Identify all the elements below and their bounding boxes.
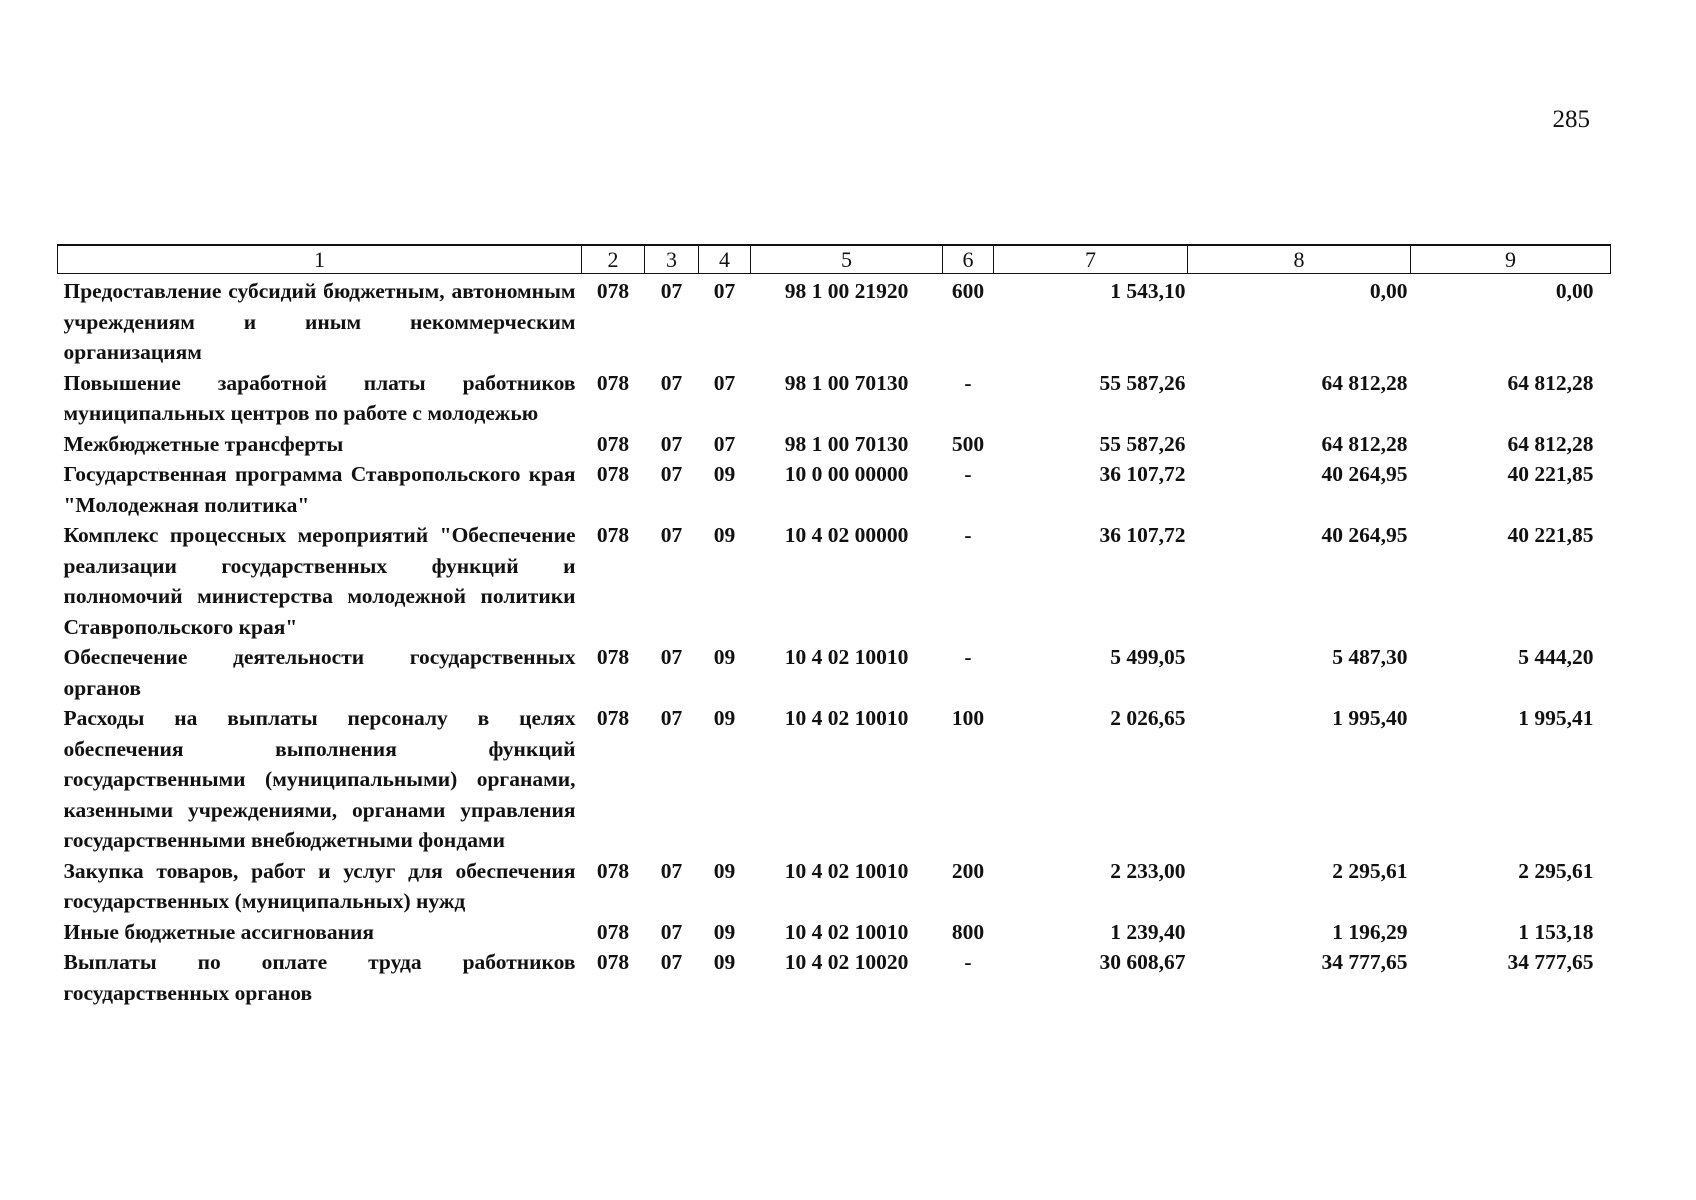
row-amount-col9: 0,00 [1555, 279, 1594, 303]
row-admin-code: 078 [596, 431, 630, 456]
table-row [58, 520, 1611, 642]
row-amount-col8: 1 995,40 [1332, 706, 1408, 730]
row-section: 07 [660, 950, 683, 974]
table-row [58, 917, 1611, 948]
row-amount-col9: 64 812,28 [1507, 431, 1594, 456]
row-target-article: 98 1 00 70130 [784, 431, 909, 456]
row-expense-type: 500 [951, 431, 985, 456]
table-row [58, 703, 1611, 856]
row-subsection: 09 [713, 462, 736, 486]
table-row [58, 856, 1611, 917]
row-target-article: 10 4 02 10010 [784, 858, 909, 883]
row-admin-code: 078 [596, 279, 630, 303]
row-admin-code: 078 [596, 706, 630, 730]
row-subsection: 07 [713, 431, 736, 456]
row-section: 07 [660, 706, 683, 730]
row-section: 07 [660, 462, 683, 486]
row-amount-col8: 34 777,65 [1321, 950, 1408, 974]
row-amount-col7: 36 107,72 [1099, 523, 1186, 547]
row-admin-code: 078 [596, 919, 630, 944]
header-col-6: 6 [943, 245, 994, 274]
row-amount-col9: 1 153,18 [1518, 919, 1594, 944]
row-admin-code: 078 [596, 523, 630, 547]
row-subsection: 07 [713, 279, 736, 303]
row-target-article: 98 1 00 70130 [784, 370, 909, 395]
row-admin-code: 078 [596, 858, 630, 883]
row-subsection: 09 [713, 858, 736, 883]
page-number: 285 [1552, 106, 1590, 133]
header-col-1: 1 [58, 245, 582, 274]
row-subsection: 07 [713, 370, 736, 395]
row-target-article: 10 0 00 00000 [784, 462, 909, 486]
header-col-5: 5 [751, 245, 943, 274]
row-amount-col8: 40 264,95 [1321, 523, 1408, 547]
row-amount-col8: 64 812,28 [1321, 370, 1408, 395]
table-row [58, 429, 1611, 460]
row-target-article: 10 4 02 10020 [784, 950, 909, 974]
row-amount-col8: 2 295,61 [1332, 858, 1408, 883]
row-amount-col8: 64 812,28 [1321, 431, 1408, 456]
table-row [58, 642, 1611, 703]
row-expense-type: - [964, 523, 972, 547]
row-name: Закупка товаров, работ и услуг для обеспечения государственных (муниципальных) нужд [63, 858, 576, 913]
row-amount-col8: 0,00 [1369, 279, 1408, 303]
row-name: Выплаты по оплате труда работников государственных органов [63, 950, 576, 1005]
row-expense-type: - [964, 370, 972, 395]
row-amount-col7: 2 233,00 [1110, 858, 1186, 883]
row-amount-col7: 55 587,26 [1099, 431, 1186, 456]
table-row [58, 274, 1611, 368]
row-amount-col7: 5 499,05 [1110, 645, 1186, 669]
row-expense-type: 800 [951, 919, 985, 944]
row-target-article: 98 1 00 21920 [784, 279, 909, 303]
row-target-article: 10 4 02 10010 [784, 645, 909, 669]
header-col-4: 4 [699, 245, 751, 274]
table-row [58, 459, 1611, 520]
row-section: 07 [660, 645, 683, 669]
header-col-8: 8 [1188, 245, 1411, 274]
header-col-7: 7 [994, 245, 1188, 274]
row-amount-col7: 30 608,67 [1099, 950, 1186, 974]
row-section: 07 [660, 523, 683, 547]
row-name: Межбюджетные трансферты [63, 431, 344, 456]
row-admin-code: 078 [596, 645, 630, 669]
row-subsection: 09 [713, 523, 736, 547]
row-name: Обеспечение деятельности государственных органов [63, 645, 576, 700]
row-amount-col7: 1 543,10 [1110, 279, 1186, 303]
row-amount-col8: 40 264,95 [1321, 462, 1408, 486]
row-expense-type: - [964, 950, 972, 974]
row-name: Предоставление субсидий бюджетным, автономным учреждениям и иным некоммерческим организациям [63, 279, 576, 364]
row-amount-col9: 40 221,85 [1507, 462, 1594, 486]
row-expense-type: - [964, 462, 972, 486]
row-section: 07 [660, 431, 683, 456]
header-col-2: 2 [582, 245, 645, 274]
row-name: Комплекс процессных мероприятий "Обеспечение реализации государственных функций и полномочий министерства молодежной политики Ставропольского края" [63, 523, 576, 639]
header-col-9: 9 [1411, 245, 1611, 274]
row-admin-code: 078 [596, 370, 630, 395]
table-header [58, 245, 1611, 274]
row-name: Повышение заработной платы работников муниципальных центров по работе с молодежью [63, 370, 576, 425]
row-target-article: 10 4 02 10010 [784, 919, 909, 944]
row-amount-col7: 1 239,40 [1110, 919, 1186, 944]
row-name: Расходы на выплаты персоналу в целях обеспечения выполнения функций государственными (муниципальными) органами, казенными учреждениями, органами управления государственными внебюджетными фондами [63, 706, 576, 852]
row-amount-col9: 1 995,41 [1518, 706, 1594, 730]
row-expense-type: - [964, 645, 972, 669]
row-subsection: 09 [713, 919, 736, 944]
row-amount-col9: 34 777,65 [1507, 950, 1594, 974]
row-expense-type: 100 [951, 706, 985, 730]
row-amount-col7: 2 026,65 [1110, 706, 1186, 730]
row-amount-col9: 5 444,20 [1518, 645, 1594, 669]
table-row [58, 947, 1611, 1008]
row-amount-col7: 55 587,26 [1099, 370, 1186, 395]
row-expense-type: 200 [951, 858, 985, 883]
row-section: 07 [660, 370, 683, 395]
budget-table [57, 244, 1611, 1008]
header-col-3: 3 [645, 245, 699, 274]
row-subsection: 09 [713, 645, 736, 669]
row-subsection: 09 [713, 950, 736, 974]
header-row [58, 245, 1611, 274]
row-admin-code: 078 [596, 950, 630, 974]
row-target-article: 10 4 02 00000 [784, 523, 909, 547]
row-amount-col8: 5 487,30 [1332, 645, 1408, 669]
row-name: Иные бюджетные ассигнования [63, 919, 375, 944]
row-target-article: 10 4 02 10010 [784, 706, 909, 730]
table-body [58, 274, 1611, 1009]
table-row [58, 368, 1611, 429]
row-subsection: 09 [713, 706, 736, 730]
row-section: 07 [660, 919, 683, 944]
row-amount-col8: 1 196,29 [1332, 919, 1408, 944]
row-section: 07 [660, 858, 683, 883]
row-name: Государственная программа Ставропольского края "Молодежная политика" [63, 462, 576, 517]
row-amount-col7: 36 107,72 [1099, 462, 1186, 486]
row-amount-col9: 2 295,61 [1518, 858, 1594, 883]
row-section: 07 [660, 279, 683, 303]
row-expense-type: 600 [951, 279, 985, 303]
row-amount-col9: 40 221,85 [1507, 523, 1594, 547]
row-amount-col9: 64 812,28 [1507, 370, 1594, 395]
row-admin-code: 078 [596, 462, 630, 486]
